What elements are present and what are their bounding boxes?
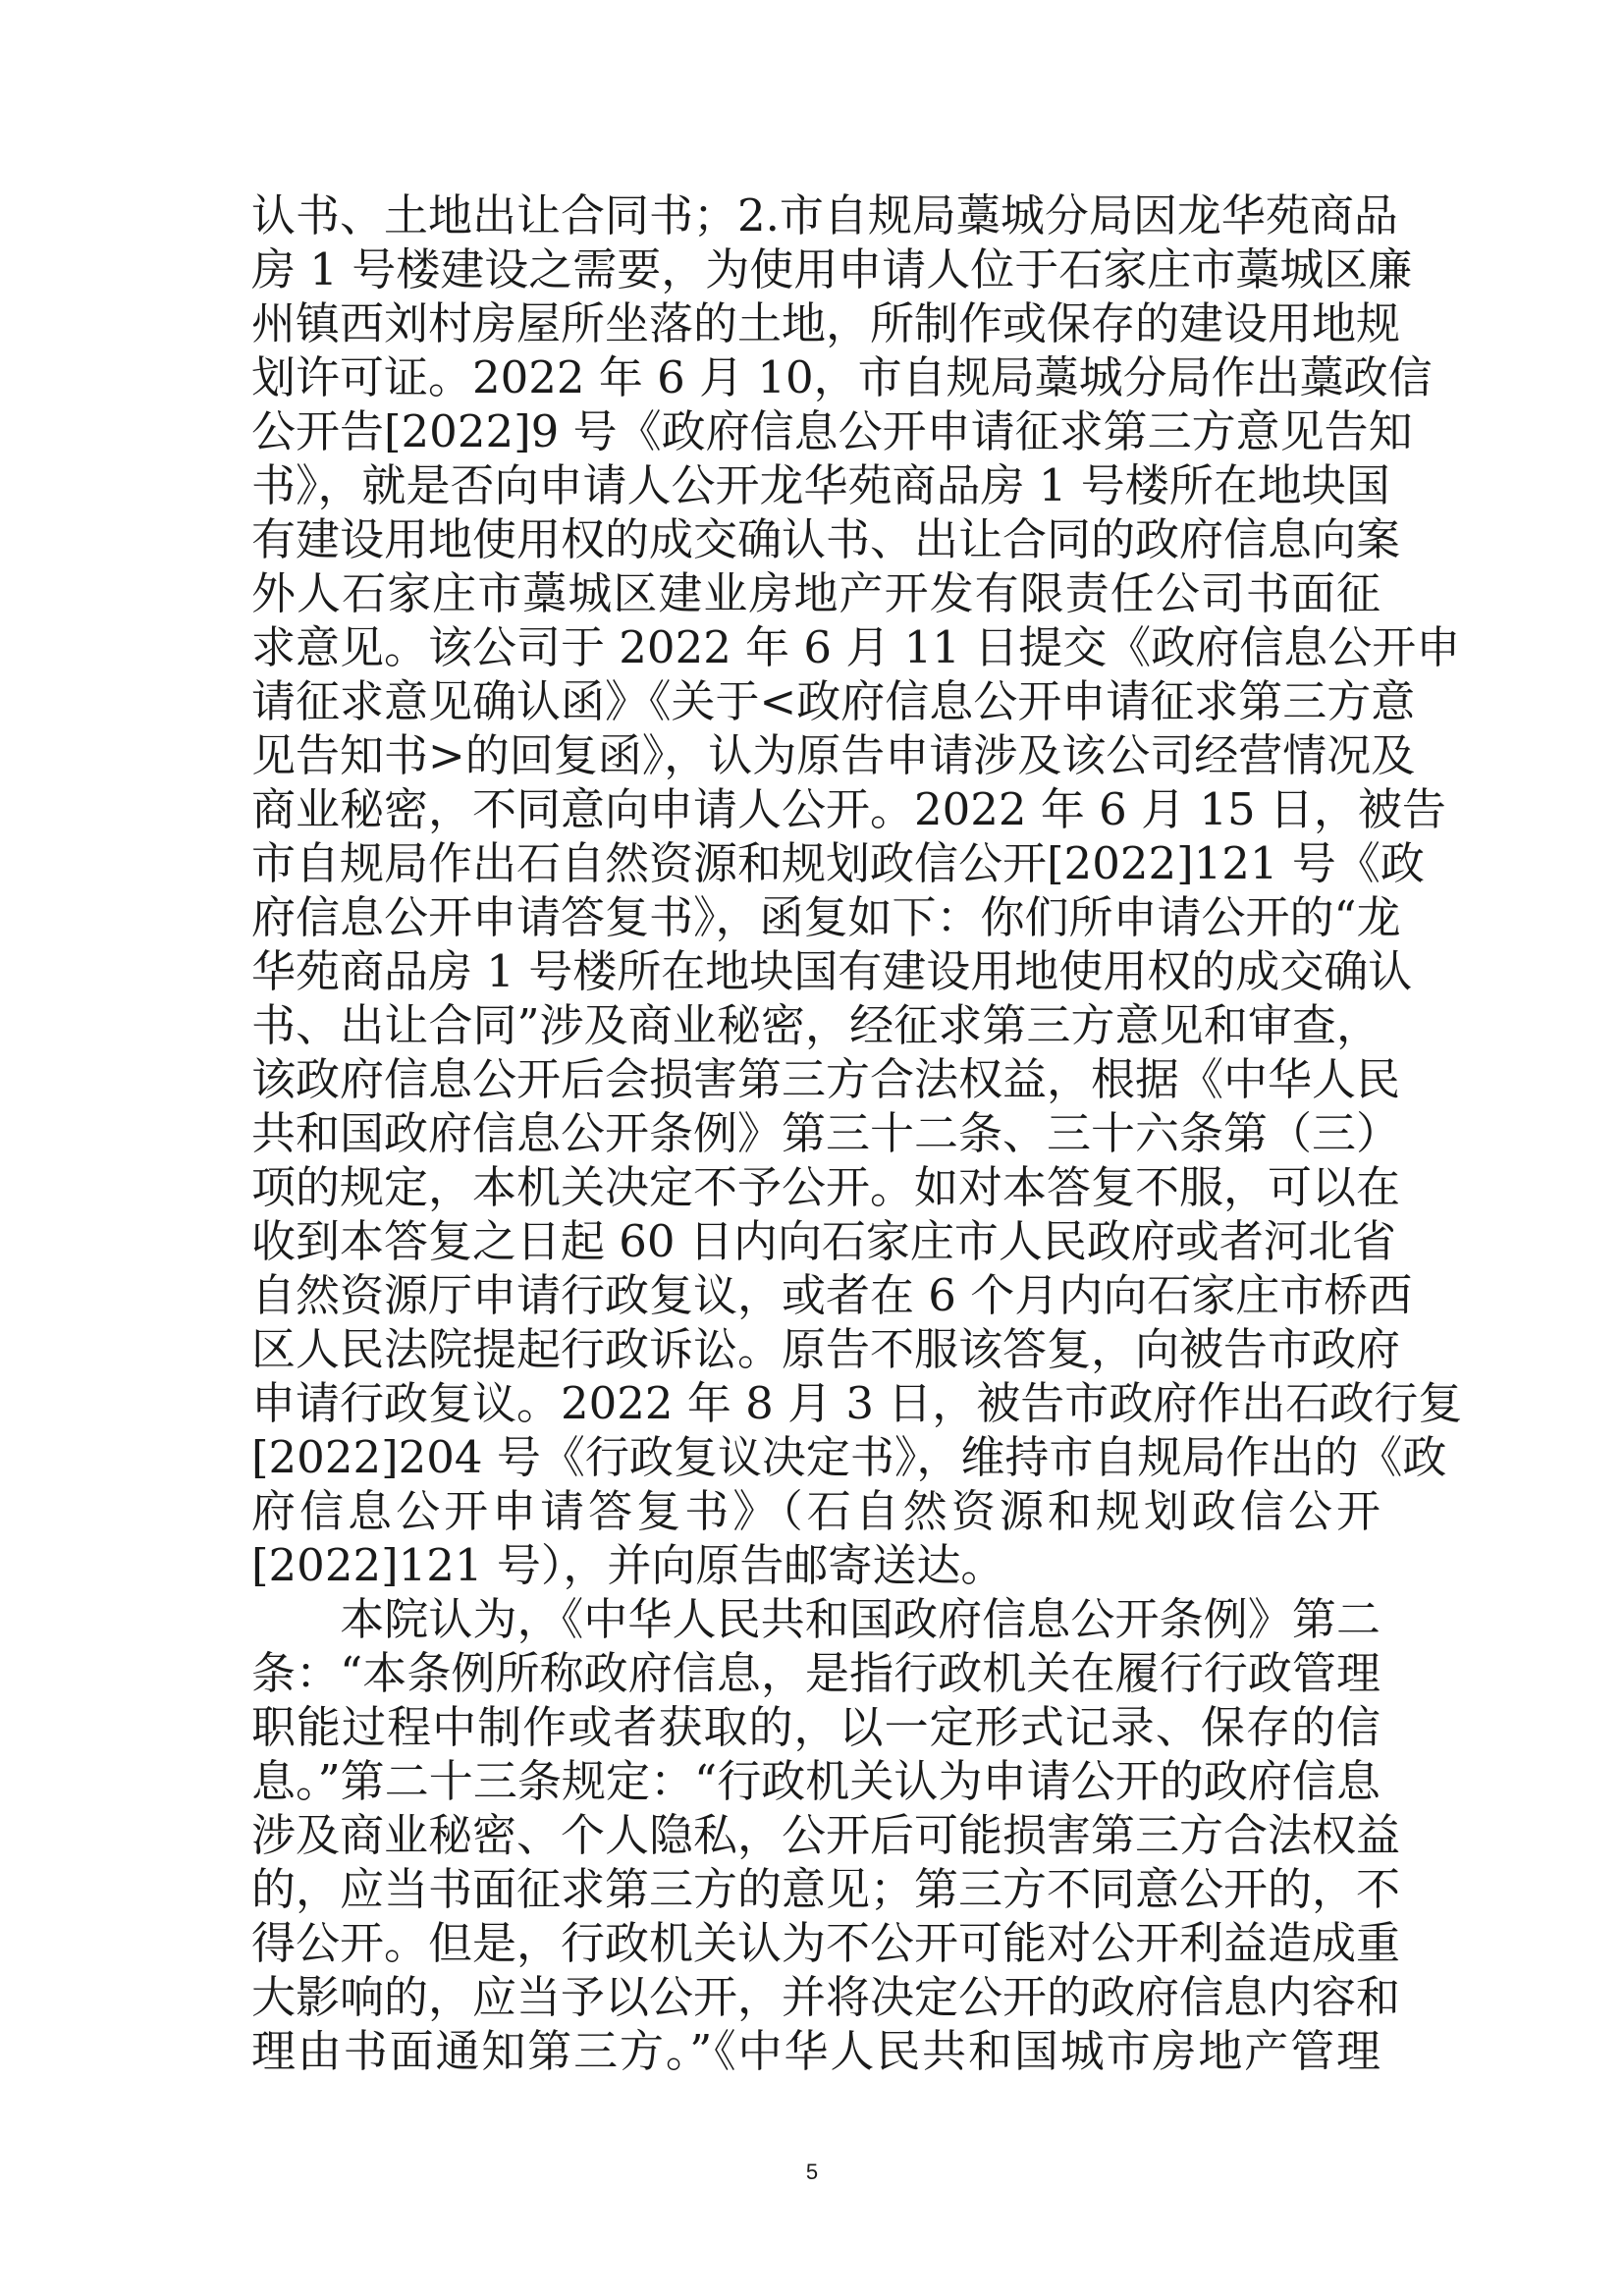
page-number: 5 [805,2160,819,2184]
text-line: 条：“本条例所称政府信息，是指行政机关在履行行政管理 [251,1647,1380,1699]
text-line: 息。”第二十三条规定：“行政机关认为申请公开的政府信息 [251,1755,1380,1807]
text-line: 的，应当书面征求第三方的意见；第三方不同意公开的，不 [251,1863,1401,1915]
text-line: 请征求意见确认函》《关于<政府信息公开申请征求第三方意 [251,675,1416,727]
text-line: 书、出让合同”涉及商业秘密，经征求第三方意见和审查， [251,999,1380,1051]
text-line: 收到本答复之日起 60 日内向石家庄市人民政府或者河北省 [251,1215,1396,1267]
text-line: 见告知书>的回复函》，认为原告申请涉及该公司经营情况及 [251,729,1416,781]
text-line: 华苑商品房 1 号楼所在地块国有建设用地使用权的成交确认 [251,945,1413,997]
text-line: 理由书面通知第三方。”《中华人民共和国城市房地产管理 [251,2025,1380,2077]
text-line: 府信息公开申请答复书》，函复如下：你们所申请公开的“龙 [251,891,1401,943]
text-line: 求意见。该公司于 2022 年 6 月 11 日提交《政府信息公开申 [251,621,1461,673]
body-text [251,188,1463,2078]
text-line: 该政府信息公开后会损害第三方合法权益，根据《中华人民 [251,1053,1401,1105]
text-line: 府信息公开申请答复书》（石自然资源和规划政信公开 [251,1485,1380,1537]
text-line: [2022]204 号《行政复议决定书》，维持市自规局作出的《政 [251,1431,1447,1483]
text-line: 涉及商业秘密、个人隐私，公开后可能损害第三方合法权益 [251,1809,1401,1861]
text-line: 外人石家庄市藁城区建业房地产开发有限责任公司书面征 [251,567,1380,619]
text-line: 划许可证。2022 年 6 月 10，市自规局藁城分局作出藁政信 [251,351,1433,403]
text-line: 房 1 号楼建设之需要，为使用申请人位于石家庄市藁城区廉 [251,243,1413,295]
text-line: 申请行政复议。2022 年 8 月 3 日，被告市政府作出石政行复 [251,1377,1463,1429]
text-line: 项的规定，本机关决定不予公开。如对本答复不服，可以在 [251,1161,1401,1213]
text-line: 自然资源厅申请行政复议，或者在 6 个月内向石家庄市桥西 [251,1269,1413,1321]
text-line: 有建设用地使用权的成交确认书、出让合同的政府信息向案 [251,513,1401,565]
text-line: 得公开。但是，行政机关认为不公开可能对公开利益造成重 [251,1917,1401,1969]
text-line: 市自规局作出石自然资源和规划政信公开[2022]121 号《政 [251,837,1425,889]
text-line: 州镇西刘村房屋所坐落的土地，所制作或保存的建设用地规 [251,297,1401,349]
text-line: 公开告[2022]9 号《政府信息公开申请征求第三方意见告知 [251,405,1413,457]
text-line: [2022]121 号），并向原告邮寄送达。 [251,1539,1005,1591]
text-line: 大影响的，应当予以公开，并将决定公开的政府信息内容和 [251,1971,1401,2023]
text-line: 共和国政府信息公开条例》第三十二条、三十六条第（三） [251,1107,1401,1159]
text-line: 认书、土地出让合同书；2.市自规局藁城分局因龙华苑商品 [251,189,1398,241]
text-line: 职能过程中制作或者获取的，以一定形式记录、保存的信 [251,1701,1380,1753]
text-line: 商业秘密，不同意向申请人公开。2022 年 6 月 15 日，被告 [251,783,1446,835]
text-line: 书》，就是否向申请人公开龙华苑商品房 1 号楼所在地块国 [251,459,1390,511]
text-line: 区人民法院提起行政诉讼。原告不服该答复，向被告市政府 [251,1323,1401,1375]
text-line: 本院认为，《中华人民共和国政府信息公开条例》第二 [251,1593,1380,1645]
